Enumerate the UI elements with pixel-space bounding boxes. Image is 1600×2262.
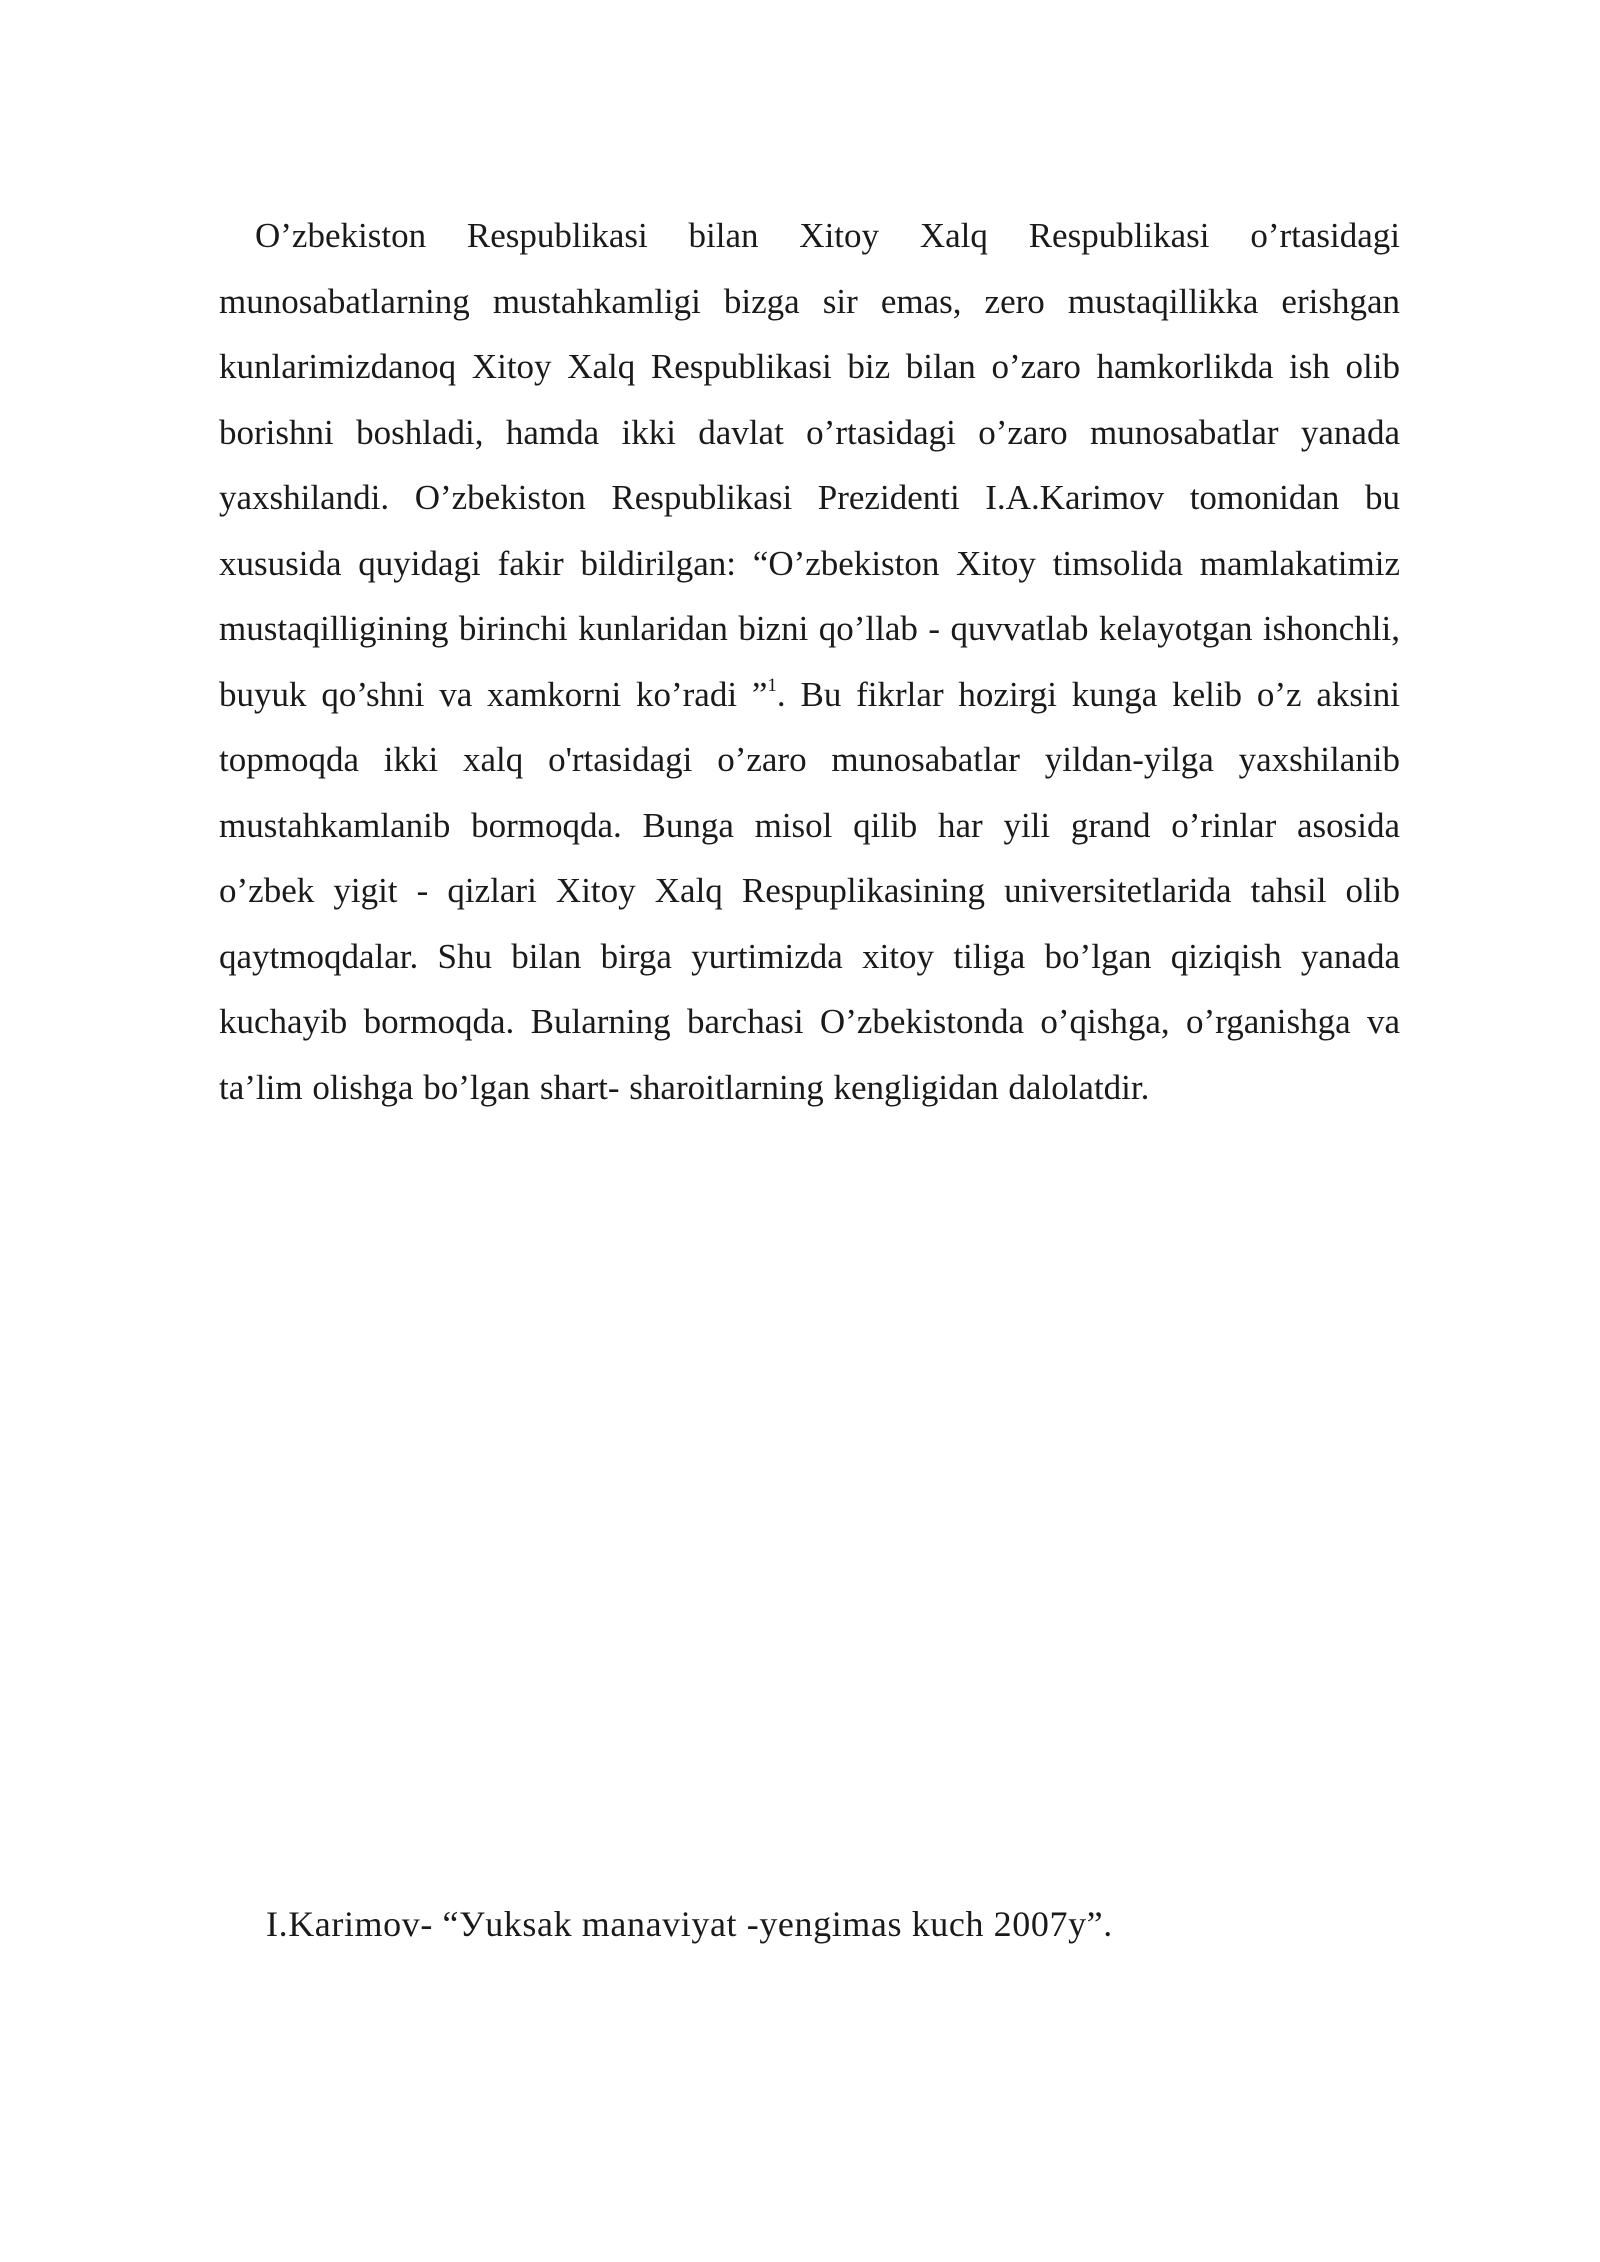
body-paragraph <box>219 203 1400 1120</box>
footnote-text: I.Karimov- “Уuksak manaviyat -yengimas kuch 2007у”. <box>266 1904 1113 1944</box>
paragraph-text-after-ref: . Bu fikrlar hozirgi kunga kelib o’z aksini topmoqda ikki xalq o'rtasidagi o’zaro munosabatlar yildan-yilga yaxshilanib mustahkamlanib bormoqda. Bunga misol qilib har yili grand o’rinlar asosida o’zbek yigit - qizlari Xitoy Xalq Respuplikasining universitetlarida tahsil olib qaytmoqdalar. Shu bilan birga yurtimizda xitoy tiliga bo’lgan qiziqish yanada kuchayib bormoqda. Bularning barchasi O’zbekistonda o’qishga, o’rganishga va ta’lim olishga bo’lgan shart- sharoitlarning kengligidan dalolatdir. <box>219 674 1400 1107</box>
paragraph-text-before-ref: O’zbekiston Respublikasi bilan Xitoy Xalq Respublikasi o’rtasidagi munosabatlarning mustahkamligi bizga sir emas, zero mustaqillikka erishgan kunlarimizdanoq Xitoy Xalq Respublikasi biz bilan o’zaro hamkorlikda ish olib borishni boshladi, hamda ikki davlat o’rtasidagi o’zaro munosabatlar yanada yaxshilandi. O’zbekiston Respublikasi Prezidenti I.A.Karimov tomonidan bu xususida quyidagi fakir bildirilgan: “O’zbekiston Xitoy timsolida mamlakatimiz mustaqilligining birinchi kunlaridan bizni qo’llab - quvvatlab kelayotgan ishonchli, buyuk qo’shni va xamkorni ko’radi ” <box>219 216 1400 714</box>
footnote-reference[interactable]: 1 <box>767 674 777 696</box>
